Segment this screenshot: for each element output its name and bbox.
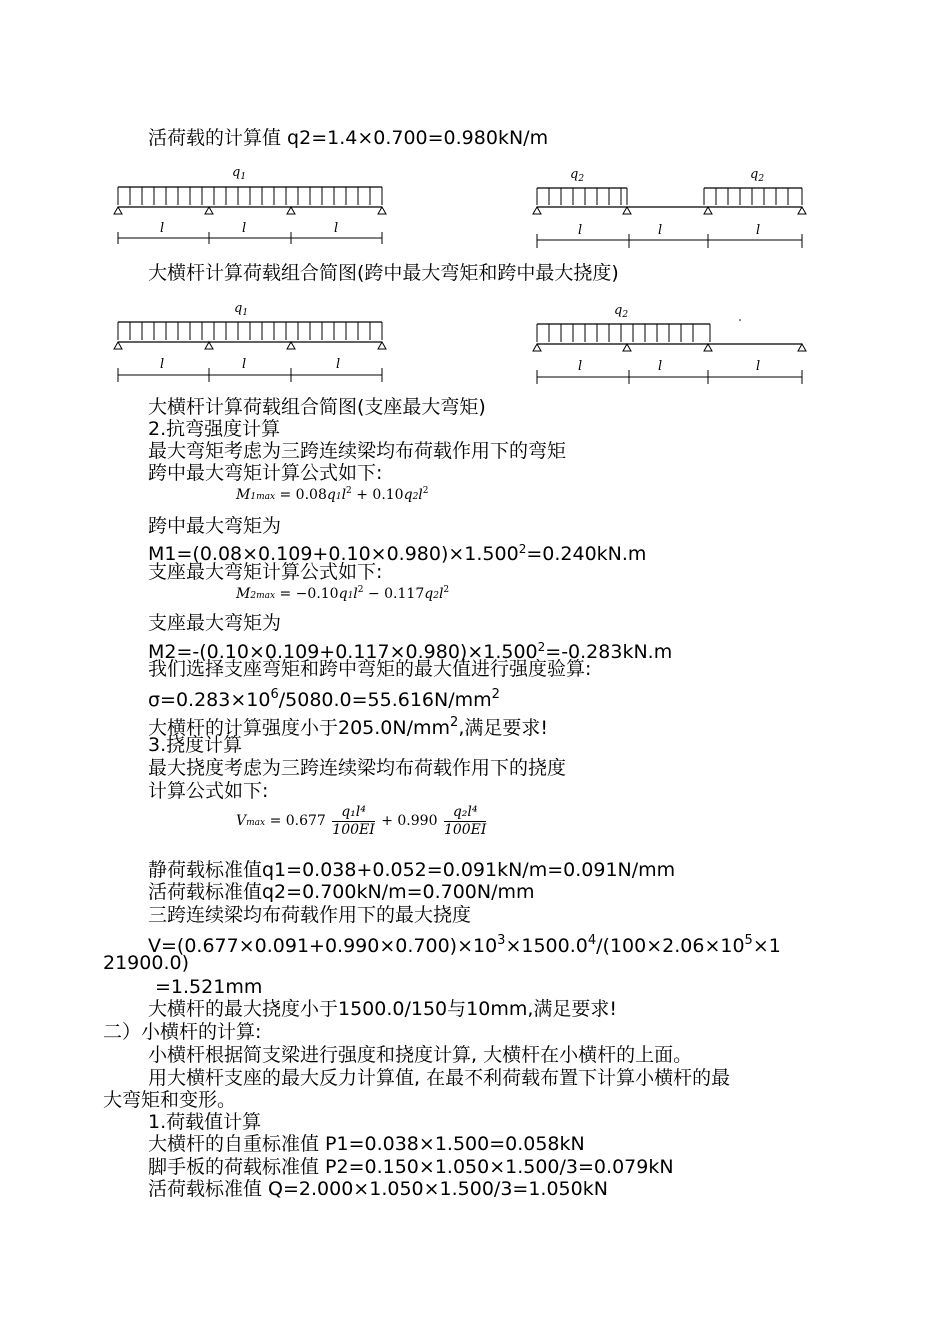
span-label: l [756, 223, 761, 238]
section-heading: 1.荷载值计算 [148, 1111, 262, 1133]
load-diagram-2-left [110, 298, 390, 388]
span-label: l [334, 221, 339, 236]
text-line: 计算公式如下: [148, 780, 269, 802]
text-line: $V=(0.677\times 0.091+0.990\times 0.700)\times 10^3\times 1500.0^4/(100\times 2.06\times 10^5\times 1$ [148, 933, 781, 957]
text-line: 大弯矩和变形。 [103, 1089, 237, 1111]
load-label-q2: $q_2$ [750, 167, 765, 184]
text-line: 活荷载标准值 Q=2.000×1.050×1.500/3=1.050kN [148, 1178, 608, 1200]
text-line: 脚手板的荷载标准值 P2=0.150×1.050×1.500/3=0.079kN [148, 1156, 674, 1178]
text-line: 用大横杆支座的最大反力计算值, 在最不利荷载布置下计算小横杆的最 [148, 1067, 731, 1089]
load-label-q2: $q_2$ [570, 167, 585, 184]
text-line: 大横杆计算荷载组合简图(支座最大弯矩) [148, 396, 486, 418]
text-line: $M1=(0.08\times 0.109+0.10\times 0.980)\times 1.500^2=0.240kN.m$ [148, 542, 647, 565]
text-line: 大横杆的计算强度小于$205.0N/mm^2$,满足要求! [148, 715, 548, 739]
load-label-q1: $q_1$ [232, 165, 247, 182]
text-line: 支座最大弯矩计算公式如下: [148, 561, 383, 583]
section-heading: 3.挠度计算 [148, 734, 243, 756]
text-line: 小横杆根据简支梁进行强度和挠度计算, 大横杆在小横杆的上面。 [148, 1044, 693, 1066]
text-line: 支座最大弯矩为 [148, 612, 282, 634]
span-label: l [658, 359, 663, 374]
text-line: 三跨连续梁均布荷载作用下的最大挠度 [148, 904, 472, 926]
text-line: $M2=-(0.10\times 0.109+0.117\times 0.980)\times 1.500^2=-0.283kN.m$ [148, 640, 673, 663]
span-label: l [242, 221, 247, 236]
text-line: 最大弯矩考虑为三跨连续梁均布荷载作用下的弯矩 [148, 440, 567, 462]
formula-m2max: $M2\max = -0.10q1l^2 - 0.117q2l^2$ [236, 585, 450, 602]
text-line: 跨中最大弯矩计算公式如下: [148, 462, 383, 484]
text-line: 活荷载的计算值 q2=1.4×0.700=0.980kN/m [148, 127, 549, 149]
load-label-q1: $q_1$ [234, 301, 249, 318]
span-label: l [658, 223, 663, 238]
span-label: l [578, 223, 583, 238]
section-heading: 二）小横杆的计算: [103, 1021, 262, 1043]
span-label: l [160, 221, 165, 236]
load-diagram-1-left [110, 160, 390, 250]
formula-m1max: $M1\max = 0.08q1l^2 + 0.10q2l^2$ [236, 486, 429, 503]
load-diagram-1-right [530, 160, 810, 255]
span-label: l [242, 357, 247, 372]
text-line: 大横杆计算荷载组合简图(跨中最大弯矩和跨中最大挠度) [148, 262, 619, 284]
text-line: 最大挠度考虑为三跨连续梁均布荷载作用下的挠度 [148, 757, 567, 779]
load-label-q2: $q_2$ [614, 303, 629, 320]
span-label: l [336, 357, 341, 372]
section-heading: 2.抗弯强度计算 [148, 418, 281, 440]
text-line: $\sigma=0.283\times 10^6/5080.0=55.616N/mm^2$ [148, 687, 500, 711]
text-line: 跨中最大弯矩为 [148, 515, 282, 537]
span-label: l [756, 359, 761, 374]
text-line: 大横杆的自重标准值 P1=0.038×1.500=0.058kN [148, 1133, 585, 1155]
span-label: l [160, 357, 165, 372]
text-line: 静荷载标准值q1=0.038+0.052=0.091kN/m=0.091N/mm [148, 859, 676, 881]
text-line: 活荷载标准值q2=0.700kN/m=0.700N/mm [148, 881, 535, 903]
load-diagram-2-right [530, 298, 810, 390]
text-line: 大横杆的最大挠度小于1500.0/150与10mm,满足要求! [148, 998, 617, 1020]
text-line: 我们选择支座弯矩和跨中弯矩的最大值进行强度验算: [148, 658, 592, 680]
span-label: l [578, 359, 583, 374]
text-line: =1.521mm [155, 976, 263, 998]
formula-vmax: Vmax = 0.677 $\frac{\text{q₁l⁴}}{100EI}$ + 0.990 $\frac{\text{q₂l⁴}}{100EI}$ [236, 804, 487, 838]
text-line: 21900.0) [103, 952, 189, 974]
